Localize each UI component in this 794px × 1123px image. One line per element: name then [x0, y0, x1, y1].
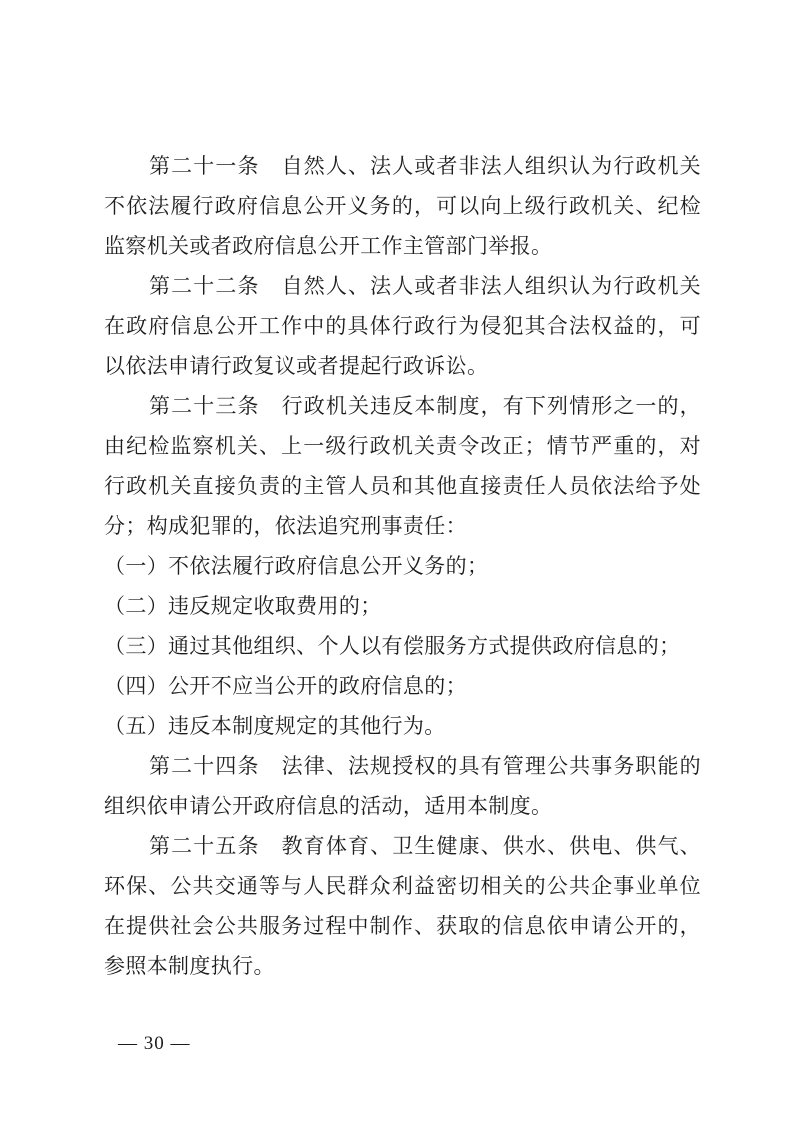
paragraph-article-22: 第二十二条 自然人、法人或者非法人组织认为行政机关在政府信息公开工作中的具体行政行为侵犯其合法权益的，可以依法申请行政复议或者提起行政诉讼。 [104, 274, 701, 378]
list-item-2: （二）违反规定收取费用的； [104, 594, 382, 618]
list-item-3: （三）通过其他组织、个人以有偿服务方式提供政府信息的； [104, 634, 681, 658]
list-item-5: （五）违反本制度规定的其他行为。 [104, 714, 446, 738]
paragraph-article-24: 第二十四条 法律、法规授权的具有管理公共事务职能的组织依申请公开政府信息的活动，适用本制度。 [104, 754, 701, 818]
list-item-4: （四）公开不应当公开的政府信息的； [104, 674, 467, 698]
paragraph-article-21: 第二十一条 自然人、法人或者非法人组织认为行政机关不依法履行政府信息公开义务的，可以向上级行政机关、纪检监察机关或者政府信息公开工作主管部门举报。 [104, 154, 701, 258]
paragraph-article-25: 第二十五条 教育体育、卫生健康、供水、供电、供气、环保、公共交通等与人民群众利益密切相关的公共企事业单位在提供社会公共服务过程中制作、获取的信息依申请公开的，参照本制度执行。 [104, 834, 701, 978]
list-item-1: （一）不依法履行政府信息公开义务的； [104, 554, 489, 578]
document-body [104, 146, 701, 986]
paragraph-article-23: 第二十三条 行政机关违反本制度，有下列情形之一的，由纪检监察机关、上一级行政机关责令改正；情节严重的，对行政机关直接负责的主管人员和其他直接责任人员依法给予处分；构成犯罪的，依法追究刑事责任： [104, 394, 701, 538]
page-number: — 30 — [118, 1033, 191, 1054]
